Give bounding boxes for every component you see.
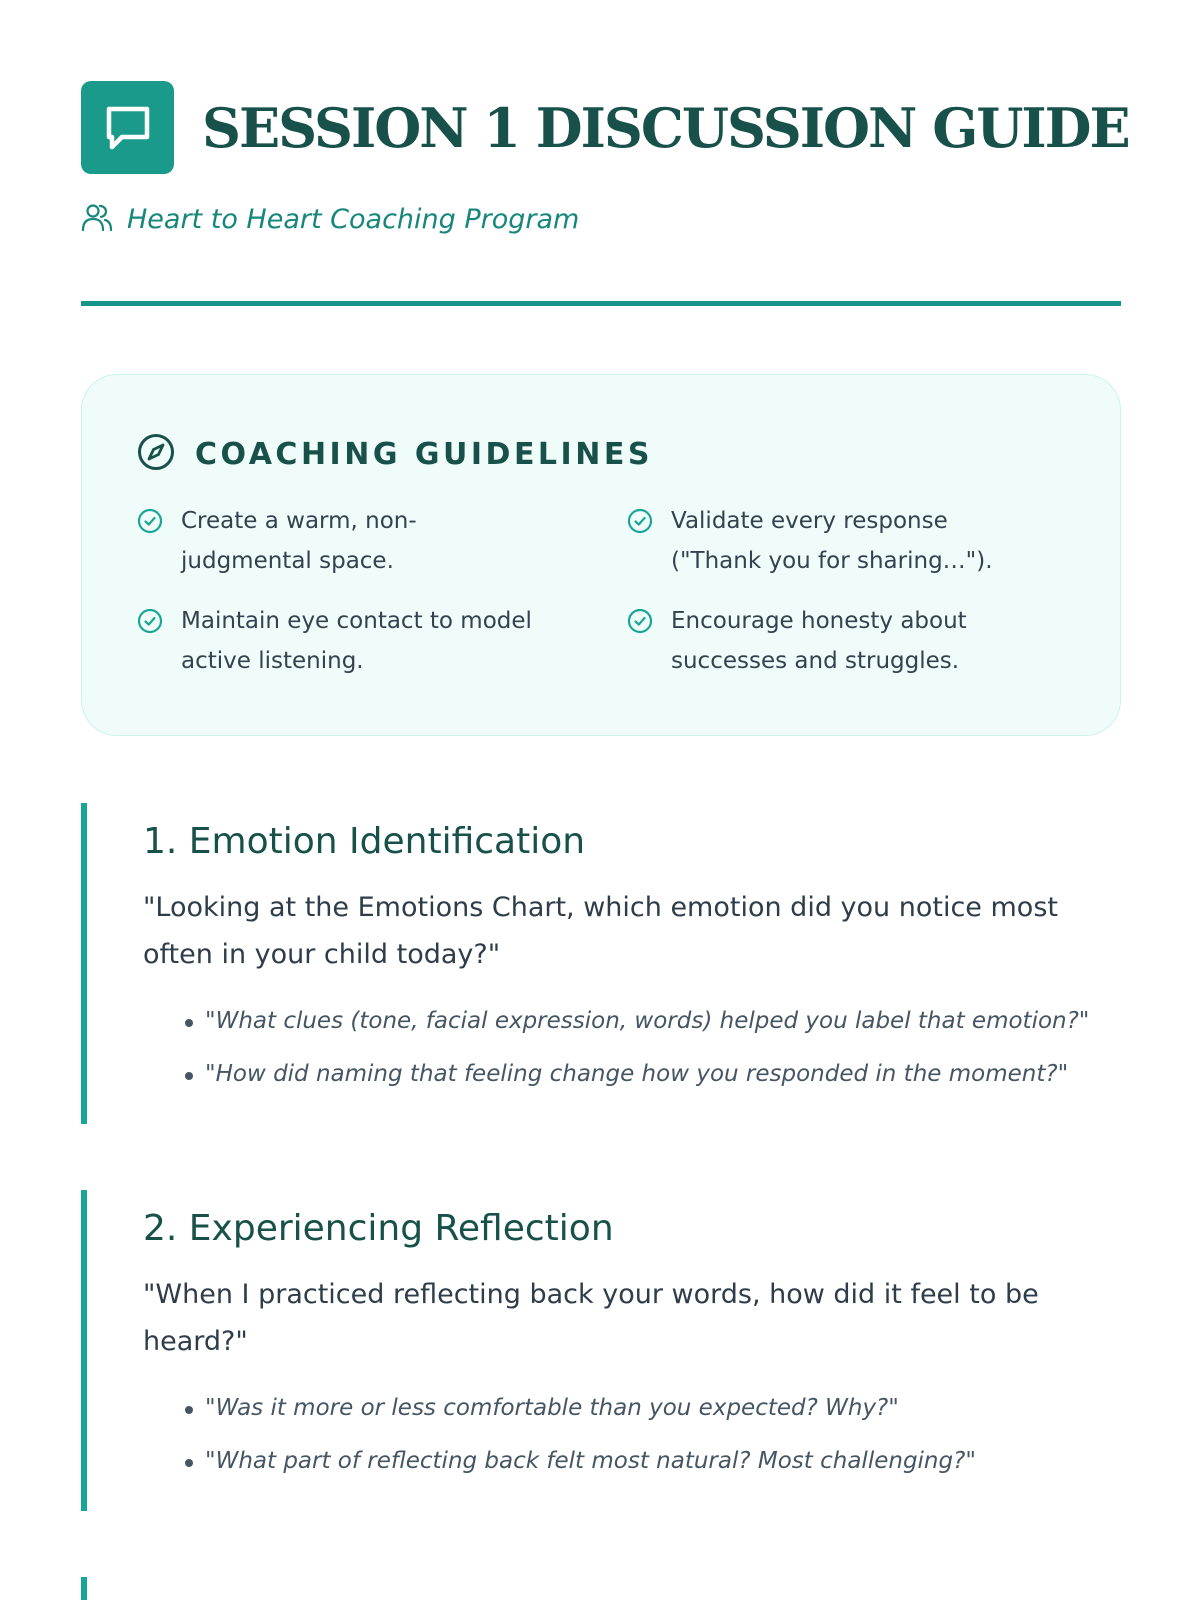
followup-question: "Was it more or less comfortable than you expected? Why?" [183, 1391, 1121, 1425]
page-header [81, 81, 1129, 236]
guideline-item [137, 501, 547, 581]
section-title: 2. Experiencing Reflection [143, 1208, 614, 1249]
guideline-item [627, 601, 1037, 681]
followup-question: "What part of reflecting back felt most natural? Most challenging?" [183, 1444, 1121, 1478]
followup-question: "What clues (tone, facial expression, words) helped you label that emotion?" [183, 1004, 1121, 1038]
guideline-text: Validate every response ("Thank you for sharing…"). [671, 508, 993, 574]
page-title: SESSION 1 DISCUSSION GUIDE [202, 95, 1129, 160]
guideline-item [627, 501, 1037, 581]
followup-question: "How did naming that feeling change how you responded in the moment?" [183, 1057, 1121, 1091]
section-question: "Looking at the Emotions Chart, which emotion did you notice most often in your child today?" [143, 892, 1058, 970]
guidelines-heading: COACHING GUIDELINES [195, 436, 653, 472]
page-subtitle: Heart to Heart Coaching Program [127, 203, 580, 235]
coaching-guidelines-card [81, 374, 1121, 736]
guideline-text: Create a warm, non-judgmental space. [181, 508, 417, 574]
check-circle-icon [627, 608, 653, 638]
guideline-text: Encourage honesty about successes and struggles. [671, 608, 967, 674]
discussion-section-next [81, 1577, 1121, 1600]
discussion-section [81, 1190, 1121, 1511]
discussion-section [81, 803, 1121, 1124]
subtitle-row [81, 202, 1121, 236]
chat-bubble-icon [81, 81, 174, 174]
check-circle-icon [137, 508, 163, 538]
followup-list [143, 1391, 1121, 1478]
compass-icon [137, 433, 175, 475]
title-row [81, 81, 1129, 174]
guideline-text: Maintain eye contact to model active listening. [181, 608, 532, 674]
guidelines-heading-row [137, 433, 653, 475]
section-title: 1. Emotion Identification [143, 821, 586, 862]
users-icon [81, 202, 113, 236]
header-divider [81, 301, 1121, 306]
section-question: "When I practiced reflecting back your words, how did it feel to be heard?" [143, 1279, 1039, 1357]
check-circle-icon [627, 508, 653, 538]
followup-list [143, 1004, 1121, 1091]
check-circle-icon [137, 608, 163, 638]
guideline-item [137, 601, 547, 681]
